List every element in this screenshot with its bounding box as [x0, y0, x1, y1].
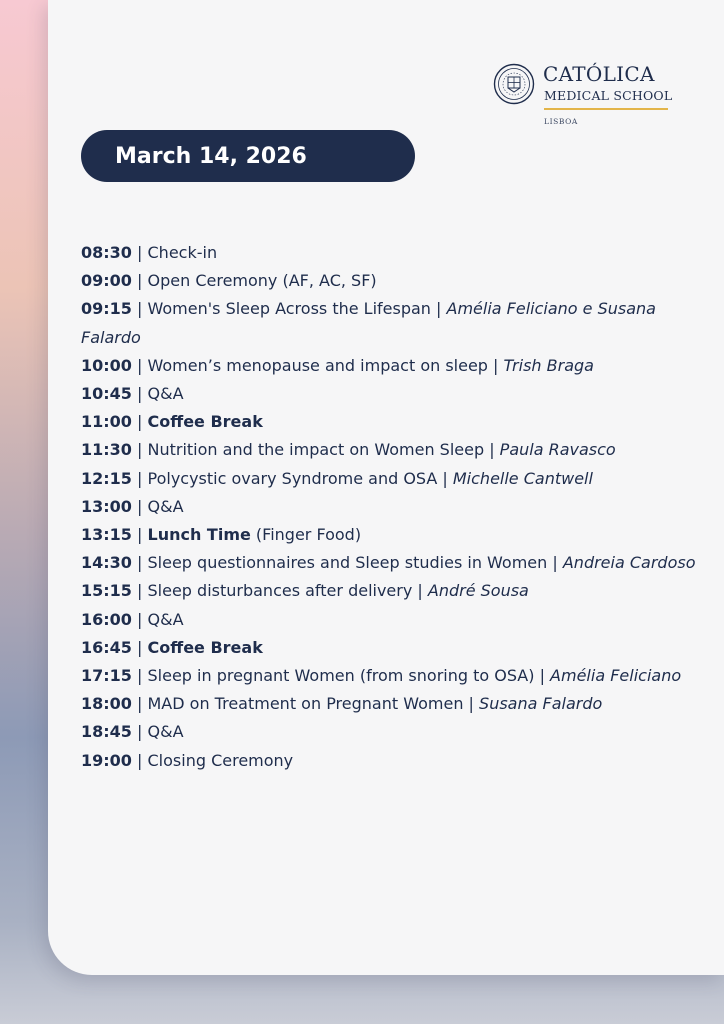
schedule-speaker: Susana Falardo — [479, 694, 603, 714]
schedule-separator: | — [131, 468, 148, 488]
schedule-speaker: Paula Ravasco — [499, 440, 616, 460]
schedule-time: 17:15 — [81, 666, 132, 686]
schedule-item — [81, 465, 701, 493]
schedule-time: 10:00 — [81, 355, 132, 375]
schedule-item — [81, 295, 701, 351]
schedule-speaker-separator: | — [430, 299, 447, 319]
schedule-speaker: Michelle Cantwell — [452, 468, 593, 488]
schedule-title: Closing Ceremony — [147, 750, 294, 770]
schedule-speaker-separator: | — [534, 666, 551, 686]
schedule-separator: | — [131, 412, 148, 432]
schedule-separator: | — [131, 609, 148, 629]
logo-city: LISBOA — [544, 117, 578, 126]
schedule-time: 10:45 — [81, 384, 132, 404]
schedule-title: Nutrition and the impact on Women Sleep — [147, 440, 485, 460]
schedule-speaker: André Sousa — [427, 581, 529, 601]
schedule-speaker-separator: | — [487, 355, 504, 375]
schedule-title: Q&A — [147, 496, 184, 516]
schedule-separator: | — [131, 440, 148, 460]
schedule-separator: | — [131, 299, 148, 319]
schedule-list — [81, 239, 701, 775]
program-card — [48, 0, 724, 975]
schedule-separator: | — [131, 637, 148, 657]
schedule-item — [81, 577, 701, 605]
schedule-separator: | — [131, 496, 148, 516]
schedule-separator: | — [131, 355, 148, 375]
schedule-time: 13:00 — [81, 496, 132, 516]
schedule-note: (Finger Food) — [250, 525, 362, 545]
schedule-time: 11:30 — [81, 440, 132, 460]
schedule-time: 15:15 — [81, 581, 132, 601]
date-banner — [81, 130, 415, 182]
schedule-item — [81, 521, 701, 549]
schedule-speaker-separator: | — [547, 553, 563, 573]
schedule-item — [81, 380, 701, 408]
schedule-item — [81, 239, 701, 267]
schedule-separator: | — [131, 750, 148, 770]
schedule-separator: | — [131, 666, 148, 686]
schedule-item — [81, 747, 701, 775]
schedule-title: Sleep in pregnant Women (from snoring to OSA) — [147, 666, 535, 686]
schedule-item — [81, 549, 701, 577]
schedule-time: 09:00 — [81, 271, 132, 291]
schedule-separator: | — [131, 722, 148, 742]
schedule-title: Q&A — [147, 384, 184, 404]
schedule-item — [81, 408, 701, 436]
schedule-speaker: Andreia Cardoso — [562, 553, 696, 573]
schedule-time: 18:45 — [81, 722, 132, 742]
schedule-speaker-separator: | — [412, 581, 428, 601]
schedule-item — [81, 267, 701, 295]
school-seal-icon — [493, 63, 535, 105]
schedule-time: 09:15 — [81, 299, 132, 319]
schedule-speaker: Amélia Feliciano e Susana Falardo — [81, 299, 656, 347]
schedule-title: Coffee Break — [147, 412, 263, 432]
schedule-speaker: Trish Braga — [503, 355, 594, 375]
schedule-time: 19:00 — [81, 750, 132, 770]
schedule-speaker-separator: | — [463, 694, 480, 714]
schedule-title: Polycystic ovary Syndrome and OSA — [147, 468, 438, 488]
schedule-title: Open Ceremony (AF, AC, SF) — [147, 271, 377, 291]
schedule-separator: | — [131, 243, 148, 262]
schedule-title: Sleep questionnaires and Sleep studies in Women — [147, 553, 548, 573]
schedule-item — [81, 352, 701, 380]
schedule-item — [81, 634, 701, 662]
schedule-separator: | — [131, 553, 148, 573]
schedule-title: Q&A — [147, 609, 184, 629]
date-label: March 14, 2026 — [115, 143, 307, 169]
schedule-item — [81, 718, 701, 746]
schedule-item — [81, 662, 701, 690]
schedule-title: Coffee Break — [147, 637, 263, 657]
schedule-time: 18:00 — [81, 694, 132, 714]
schedule-speaker-separator: | — [437, 468, 453, 488]
schedule-separator: | — [131, 694, 148, 714]
schedule-title: Lunch Time — [147, 525, 251, 545]
schedule-title: Q&A — [147, 722, 184, 742]
schedule-item — [81, 606, 701, 634]
schedule-time: 16:00 — [81, 609, 132, 629]
logo-name-line2: MEDICAL SCHOOL — [544, 88, 673, 103]
schedule-separator: | — [131, 271, 148, 291]
schedule-separator: | — [131, 384, 148, 404]
schedule-item — [81, 493, 701, 521]
schedule-title: MAD on Treatment on Pregnant Women — [147, 694, 464, 714]
schedule-item — [81, 436, 701, 464]
schedule-time: 16:45 — [81, 637, 132, 657]
schedule-item — [81, 690, 701, 718]
schedule-title: Check-in — [147, 243, 218, 262]
schedule-time: 13:15 — [81, 525, 132, 545]
schedule-time: 08:30 — [81, 243, 132, 262]
schedule-time: 12:15 — [81, 468, 132, 488]
schedule-title: Women's Sleep Across the Lifespan — [147, 299, 431, 319]
schedule-speaker-separator: | — [484, 440, 500, 460]
schedule-speaker: Amélia Feliciano — [550, 666, 682, 686]
schedule-title: Sleep disturbances after delivery — [147, 581, 413, 601]
logo-name-line1: CATÓLICA — [543, 62, 655, 86]
logo-gold-rule — [544, 108, 668, 110]
school-logo — [493, 60, 673, 132]
schedule-separator: | — [131, 525, 148, 545]
schedule-title: Women’s menopause and impact on sleep — [147, 355, 488, 375]
schedule-time: 11:00 — [81, 412, 132, 432]
schedule-time: 14:30 — [81, 553, 132, 573]
schedule-separator: | — [131, 581, 148, 601]
